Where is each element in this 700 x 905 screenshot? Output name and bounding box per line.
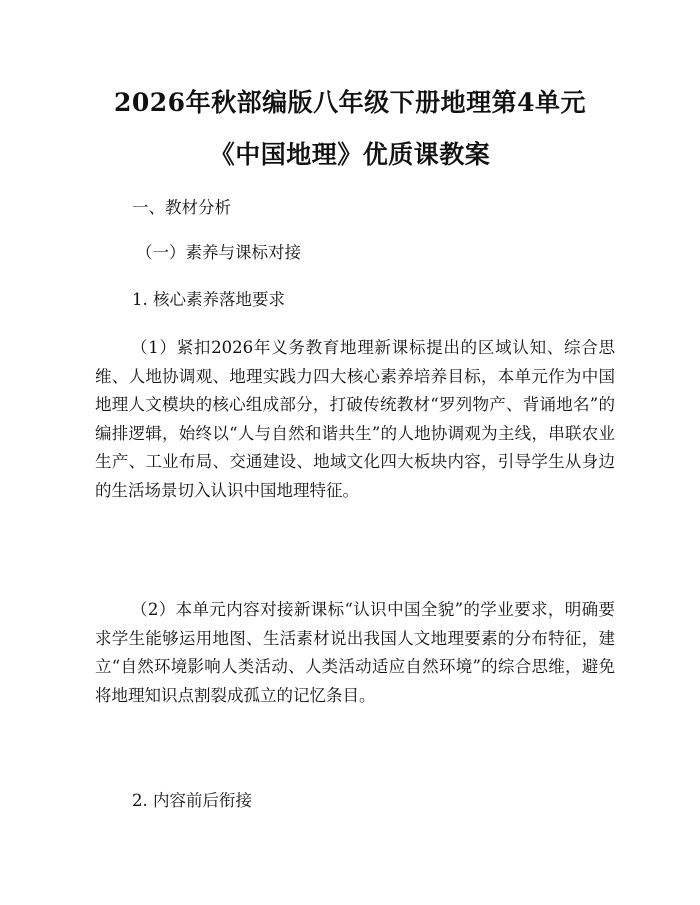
item-heading-core-literacy: 1. 核心素养落地要求 — [132, 290, 285, 309]
item-heading-content-connection: 2. 内容前后衔接 — [132, 791, 252, 810]
document-title-line-2: 《中国地理》优质课教案 — [209, 140, 491, 169]
section-heading-teaching-material-analysis: 一、教材分析 — [132, 198, 231, 217]
document-title-line-1: 2026年秋部编版八年级下册地理第4单元 — [114, 88, 586, 117]
paragraph-core-literacy-1: （1）紧扣2026年义务教育地理新课标提出的区域认知、综合思维、人地协调观、地理实践力四大核心素养培养目标，本单元作为中国地理人文模块的核心组成部分，打破传统教材“罗列物产、背诵地名”的编排逻辑，始终以“人与自然和谐共生”的人地协调观为主线，串联农业生产、工业布局、交通建设、地域文化四大板块内容，引导学生从身边的生活场景切入认识中国地理特征。 — [95, 338, 615, 500]
subsection-heading-literacy-standards: （一）素养与课标对接 — [136, 243, 301, 262]
paragraph-core-literacy-2: （2）本单元内容对接新课标“认识中国全貌”的学业要求，明确要求学生能够运用地图、生活素材说出我国人文地理要素的分布特征，建立“自然环境影响人类活动、人类活动适应自然环境”的综合思维，避免将地理知识点割裂成孤立的记忆条目。 — [95, 600, 615, 705]
